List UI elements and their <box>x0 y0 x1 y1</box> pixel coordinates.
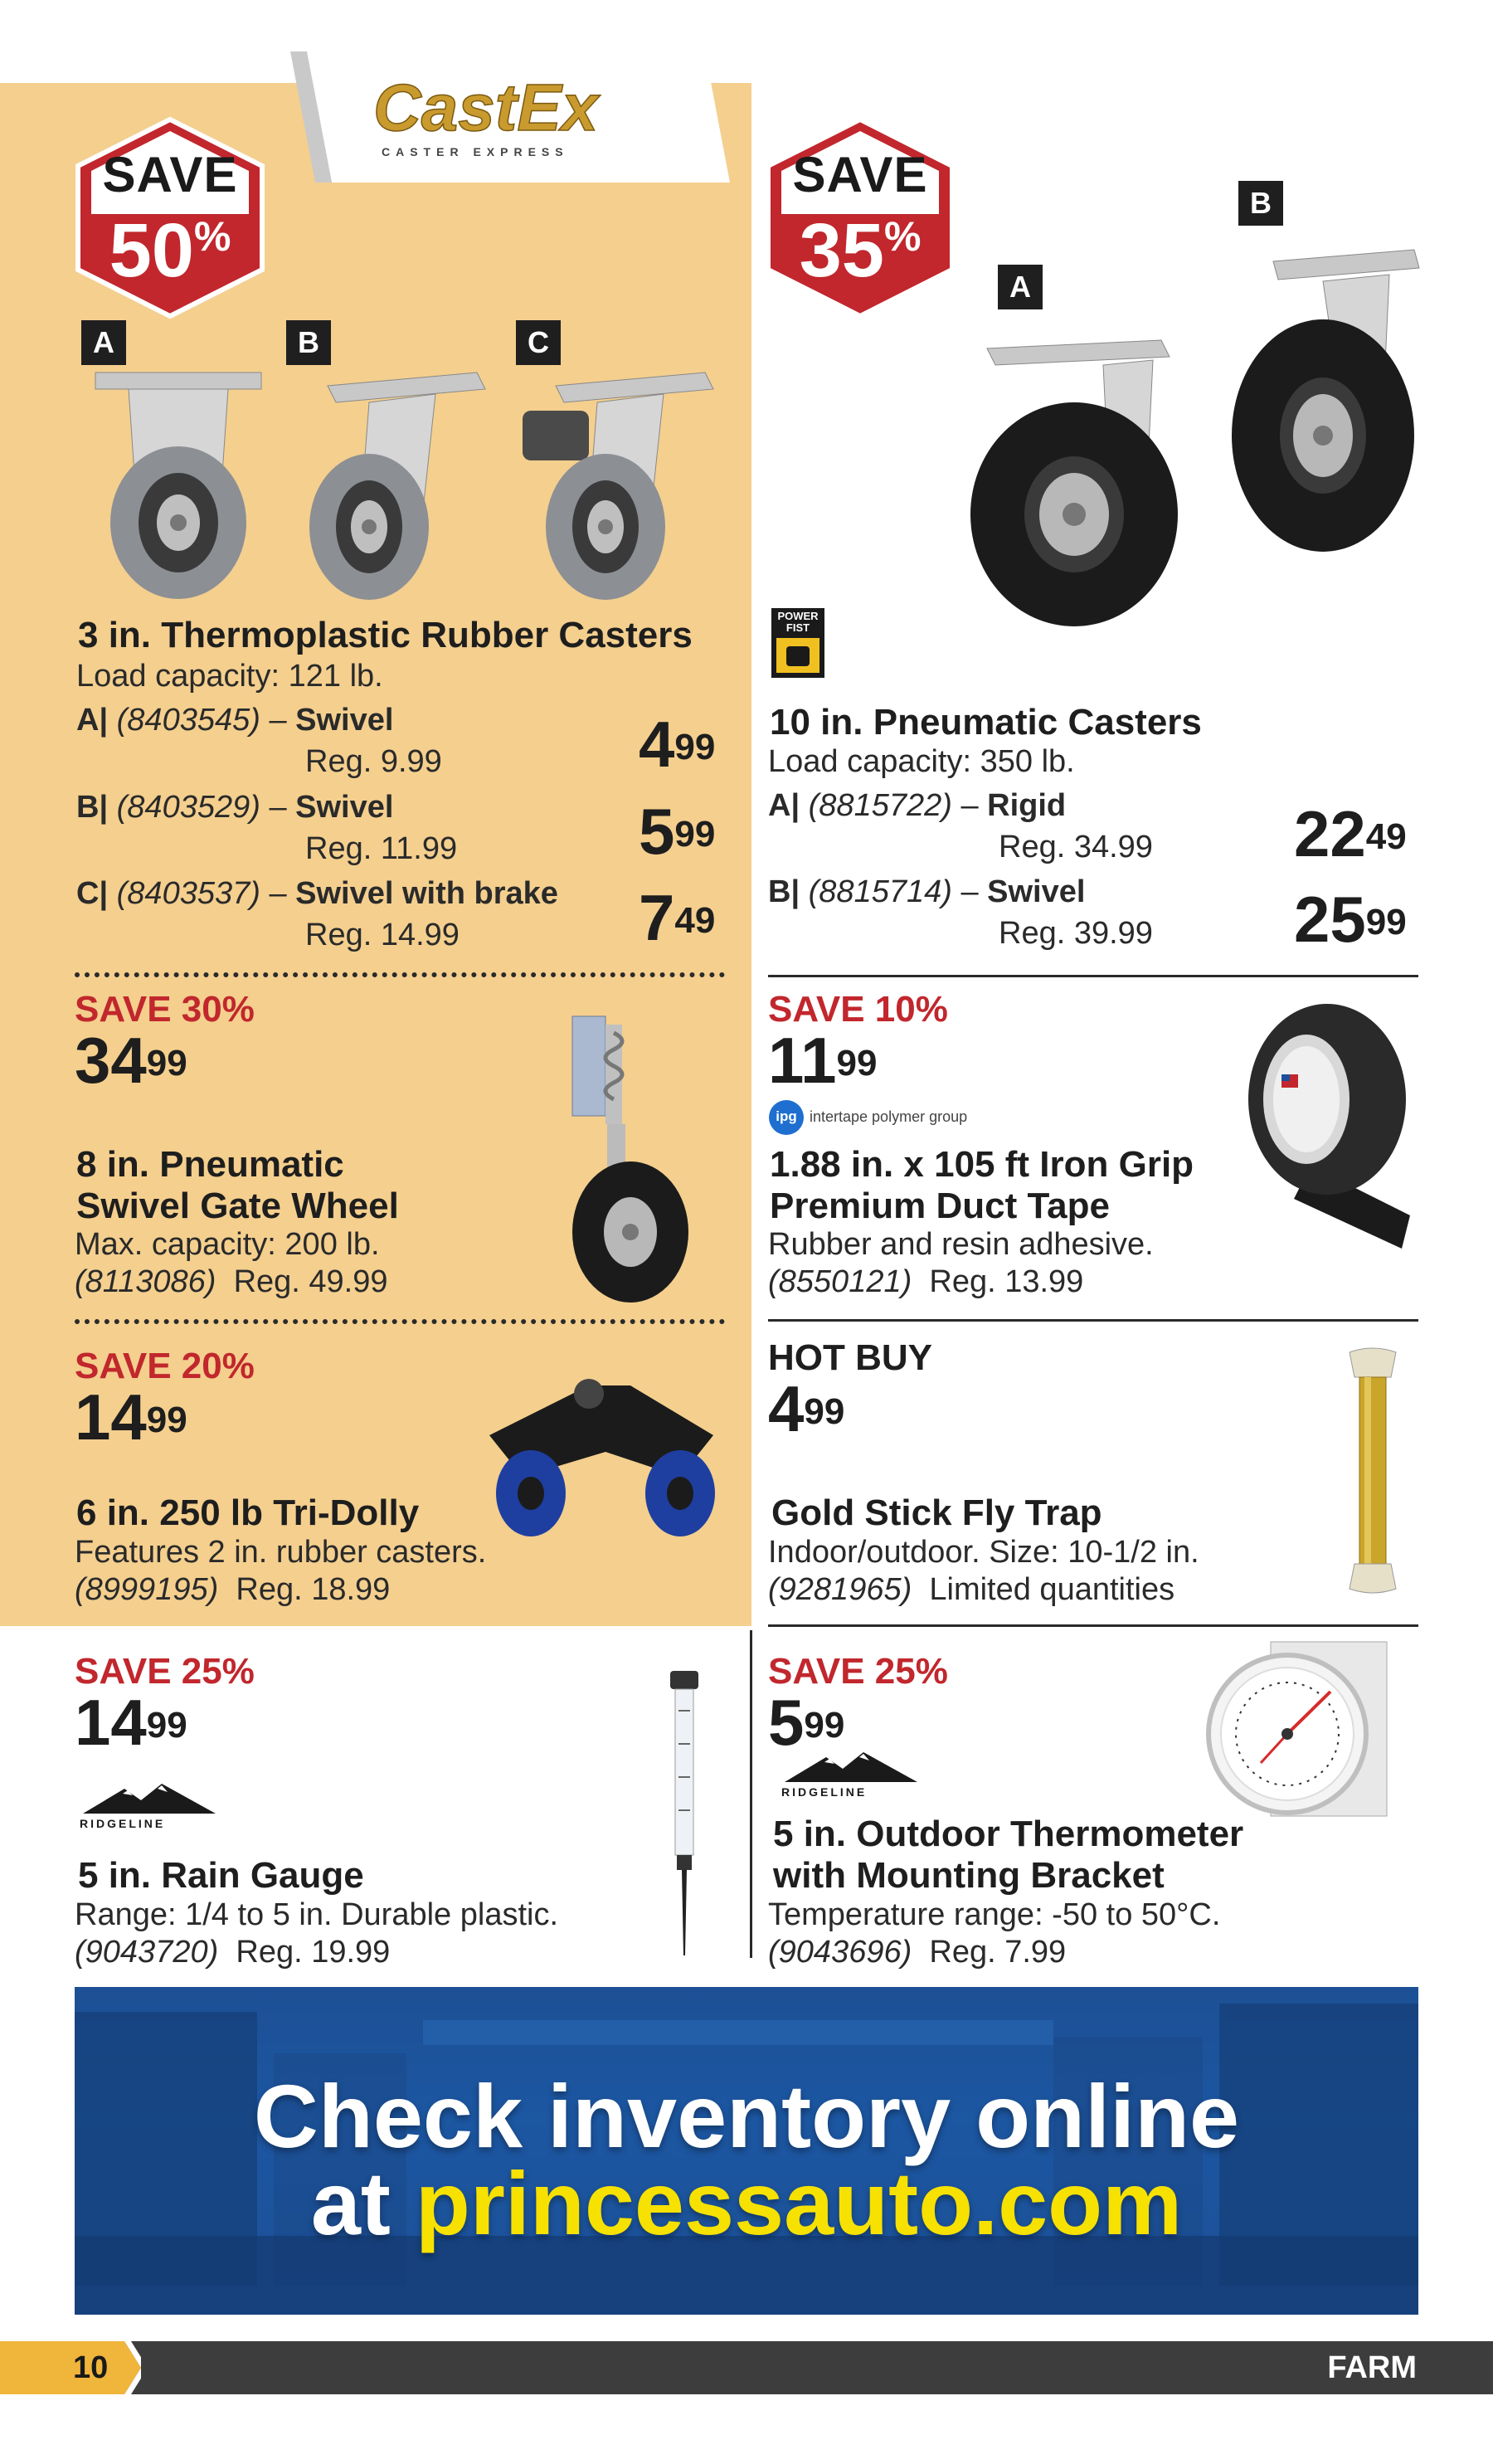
thermometer-save: SAVE 25% <box>768 1651 948 1692</box>
ipg-name: intertape polymer group <box>810 1108 968 1125</box>
duct-tape-sku-reg: (8550121) Reg. 13.99 <box>768 1264 1084 1299</box>
gate-wheel-save: SAVE 30% <box>75 989 255 1030</box>
rain-gauge-sku-reg: (9043720) Reg. 19.99 <box>75 1935 391 1970</box>
vertical-divider <box>750 1630 752 1958</box>
tag-b: B <box>286 320 331 365</box>
tri-dolly-save: SAVE 20% <box>75 1346 255 1386</box>
banner-line-1: Check inventory online <box>253 2066 1240 2166</box>
duct-tape-title-1: 1.88 in. x 105 ft Iron Grip <box>770 1144 1194 1185</box>
tri-dolly-title: 6 in. 250 lb Tri-Dolly <box>76 1493 420 1533</box>
footer-bar <box>0 2341 1493 2394</box>
fly-trap-price: $4^{99}$ <box>768 1372 845 1445</box>
tri-dolly-sku-reg: (8999195) Reg. 18.99 <box>75 1572 391 1607</box>
tri-dolly-image <box>473 1361 730 1543</box>
princessauto-link[interactable]: princessauto.com <box>415 2153 1183 2253</box>
ridgeline-text: RIDGELINE <box>80 1817 166 1830</box>
pneumatic-b-line: B| (8815714) – Swivel <box>768 874 1086 909</box>
ridgeline-logo <box>75 1782 224 1833</box>
tri-dolly-price: $14^{99}$ <box>75 1381 187 1454</box>
section-label: FARM <box>1327 2350 1417 2385</box>
casters-3in-title: 3 in. Thermoplastic Rubber Casters <box>78 615 693 655</box>
rain-gauge-save: SAVE 25% <box>75 1651 255 1692</box>
divider <box>75 1319 725 1324</box>
caster-c-line: C| (8403537) – Swivel with brake <box>76 876 558 911</box>
badge-save-label: SAVE <box>792 147 928 202</box>
caster-b-reg: Reg. 11.99 <box>305 831 458 866</box>
caster-a-line: A| (8403545) – Swivel <box>76 703 394 738</box>
casters-3in-load: Load capacity: 121 lb. <box>76 659 383 694</box>
pneumatic-a-line: A| (8815722) – Rigid <box>768 788 1067 823</box>
fly-trap-hot-buy: HOT BUY <box>768 1337 932 1378</box>
pneumatic-caster-swivel-image <box>1223 245 1422 560</box>
thermometer-price: $5^{99}$ <box>768 1686 845 1759</box>
duct-tape-image <box>1244 1000 1418 1249</box>
gate-wheel-desc: Max. capacity: 200 lb. <box>75 1227 380 1262</box>
caster-b-price: $5^{99}$ <box>639 795 716 868</box>
rain-gauge-title: 5 in. Rain Gauge <box>78 1855 364 1896</box>
ridgeline-logo <box>776 1751 926 1802</box>
gate-wheel-title-1: 8 in. Pneumatic <box>76 1144 344 1185</box>
tag-c: C <box>516 320 561 365</box>
duct-tape-price: $11^{99}$ <box>768 1024 878 1097</box>
rain-gauge-desc: Range: 1/4 to 5 in. Durable plastic. <box>75 1897 559 1932</box>
inventory-banner[interactable] <box>75 1987 1418 2315</box>
gate-wheel-title-2: Swivel Gate Wheel <box>76 1186 399 1226</box>
casters-10in-load: Load capacity: 350 lb. <box>768 744 1075 779</box>
save-50-badge <box>75 116 265 319</box>
pneumatic-b-reg: Reg. 39.99 <box>999 916 1153 951</box>
thermometer-desc: Temperature range: -50 to 50°C. <box>768 1897 1221 1932</box>
caster-rigid-image <box>79 369 278 601</box>
divider <box>75 972 725 977</box>
pneumatic-caster-rigid-image <box>962 332 1203 631</box>
casters-10in-title: 10 in. Pneumatic Casters <box>770 702 1202 743</box>
thermometer-sku-reg: (9043696) Reg. 7.99 <box>768 1935 1067 1970</box>
save-35-badge <box>765 116 956 319</box>
page-number: 10 <box>73 2350 109 2385</box>
banner-line-2: at princessauto.com <box>310 2153 1183 2253</box>
badge-save-label: SAVE <box>102 147 238 202</box>
fly-trap-image <box>1340 1344 1406 1597</box>
gate-wheel-image <box>547 1008 697 1307</box>
caster-brake-image <box>506 369 722 601</box>
divider <box>768 975 1418 977</box>
footer-page-tab <box>0 2341 141 2394</box>
duct-tape-save: SAVE 10% <box>768 989 948 1030</box>
power-fist-line1: POWER <box>777 610 819 622</box>
caster-swivel-image <box>278 369 494 601</box>
thermometer-title-2: with Mounting Bracket <box>773 1855 1165 1896</box>
castex-logo <box>290 51 730 183</box>
caster-c-reg: Reg. 14.99 <box>305 918 460 952</box>
svg-text:CASTER EXPRESS: CASTER EXPRESS <box>382 145 569 158</box>
power-fist-logo <box>771 608 824 678</box>
gate-wheel-sku-reg: (8113086) Reg. 49.99 <box>75 1264 388 1299</box>
badge-percent: 50% <box>109 208 231 293</box>
power-fist-line2: FIST <box>785 621 810 634</box>
badge-percent: 35% <box>799 208 922 293</box>
tri-dolly-desc: Features 2 in. rubber casters. <box>75 1535 487 1570</box>
svg-text:CastEx: CastEx <box>373 71 599 144</box>
pneumatic-b-price: $25^{99}$ <box>1294 883 1407 956</box>
thermometer-title-1: 5 in. Outdoor Thermometer <box>773 1814 1244 1854</box>
rain-gauge-price: $14^{99}$ <box>75 1686 187 1759</box>
ridgeline-text: RIDGELINE <box>781 1785 868 1799</box>
pneumatic-a-price: $22^{49}$ <box>1294 797 1407 870</box>
ipg-mark: ipg <box>776 1108 797 1124</box>
pneumatic-a-reg: Reg. 34.99 <box>999 830 1153 864</box>
tag-a: A <box>998 265 1043 309</box>
fly-trap-title: Gold Stick Fly Trap <box>771 1493 1102 1533</box>
thermometer-image <box>1204 1639 1391 1821</box>
divider <box>768 1624 1418 1627</box>
caster-b-line: B| (8403529) – Swivel <box>76 790 394 825</box>
tag-b: B <box>1238 181 1283 226</box>
duct-tape-title-2: Premium Duct Tape <box>770 1186 1110 1226</box>
caster-a-reg: Reg. 9.99 <box>305 744 442 779</box>
divider <box>768 1319 1418 1322</box>
fly-trap-sku-note: (9281965) Limited quantities <box>768 1572 1175 1607</box>
caster-c-price: $7^{49}$ <box>639 881 716 954</box>
rain-gauge-image <box>664 1669 705 1960</box>
caster-a-price: $4^{99}$ <box>639 708 716 781</box>
gate-wheel-price: $34^{99}$ <box>75 1024 187 1097</box>
duct-tape-desc: Rubber and resin adhesive. <box>768 1227 1154 1262</box>
fly-trap-desc: Indoor/outdoor. Size: 10-1/2 in. <box>768 1535 1199 1570</box>
tag-a: A <box>81 320 126 365</box>
